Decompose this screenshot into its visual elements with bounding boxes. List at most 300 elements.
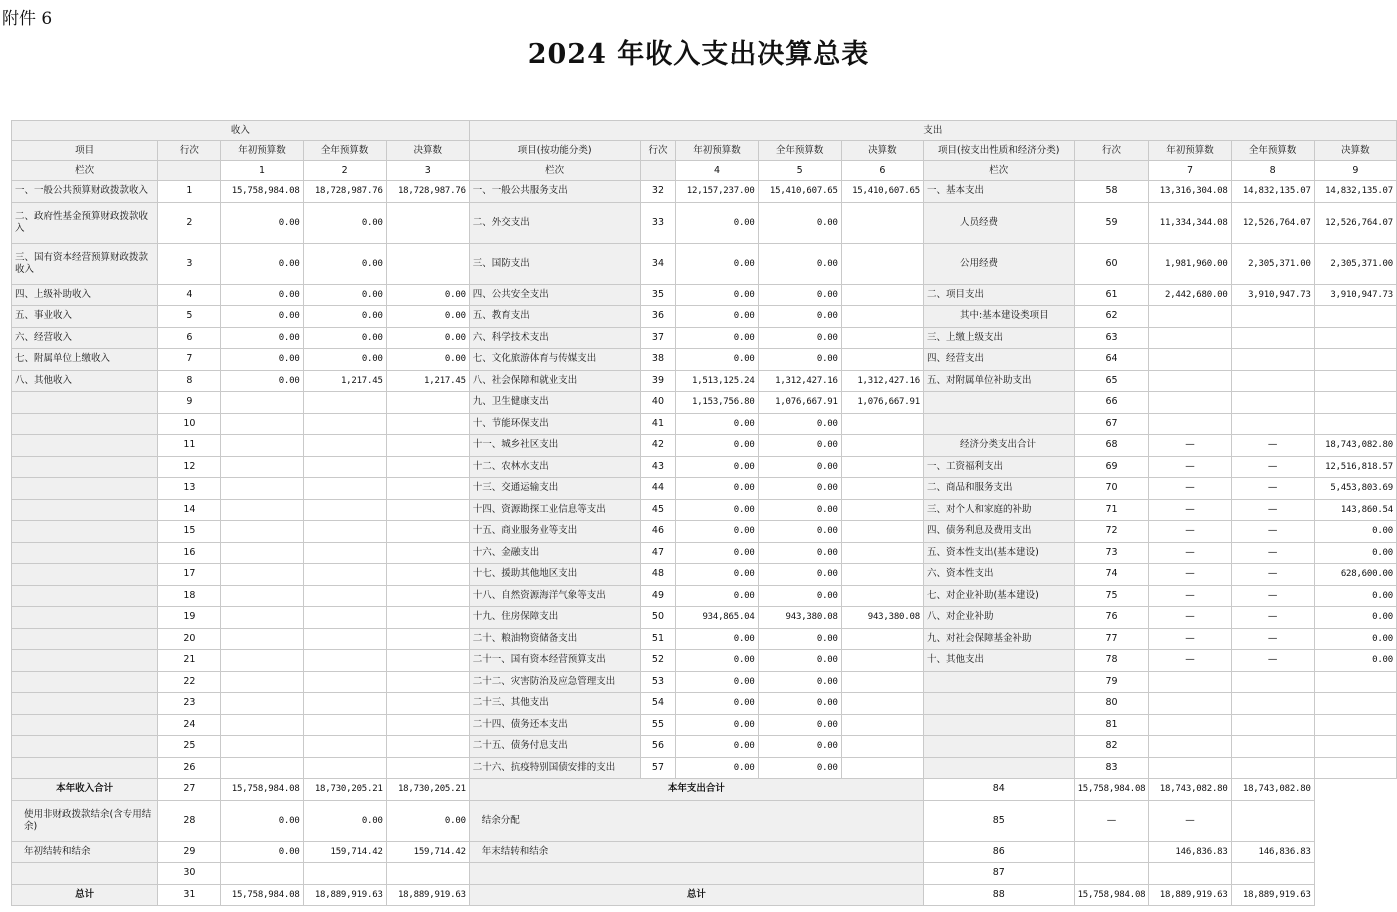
func-final bbox=[841, 757, 923, 779]
econ-initial bbox=[1149, 736, 1231, 758]
econ-full: — bbox=[1231, 521, 1314, 543]
econ-initial: — bbox=[1149, 499, 1231, 521]
column-number-cell bbox=[640, 161, 676, 181]
header-item: 项目 bbox=[12, 141, 158, 161]
econ-full: — bbox=[1231, 564, 1314, 586]
econ-item: 公用经费 bbox=[923, 243, 1074, 284]
func-final bbox=[841, 478, 923, 500]
func-item: 七、文化旅游体育与传媒支出 bbox=[469, 349, 640, 371]
func-initial: 0.00 bbox=[676, 499, 758, 521]
func-final bbox=[841, 306, 923, 328]
econ-row-no: 82 bbox=[1074, 736, 1149, 758]
total-row-no: 29 bbox=[158, 841, 221, 863]
income-row-no: 20 bbox=[158, 628, 221, 650]
column-number: 2 bbox=[303, 161, 386, 181]
econ-final: 2,305,371.00 bbox=[1314, 243, 1396, 284]
table-row bbox=[12, 349, 1397, 371]
econ-initial: — bbox=[1149, 478, 1231, 500]
header-full-budget: 全年预算数 bbox=[303, 141, 386, 161]
income-final bbox=[386, 714, 469, 736]
income-final bbox=[386, 757, 469, 779]
func-row-no: 53 bbox=[640, 671, 676, 693]
income-row-no: 13 bbox=[158, 478, 221, 500]
income-initial bbox=[221, 671, 303, 693]
econ-row-no: 81 bbox=[1074, 714, 1149, 736]
econ-initial: — bbox=[1149, 435, 1231, 457]
table-row bbox=[12, 714, 1397, 736]
total-value: 0.00 bbox=[221, 841, 303, 863]
econ-item: 四、经营支出 bbox=[923, 349, 1074, 371]
income-initial bbox=[221, 714, 303, 736]
income-initial: 0.00 bbox=[221, 370, 303, 392]
total-value: 0.00 bbox=[303, 800, 386, 841]
income-item: 六、经营收入 bbox=[12, 327, 158, 349]
func-row-no: 39 bbox=[640, 370, 676, 392]
func-row-no: 52 bbox=[640, 650, 676, 672]
table-row bbox=[12, 327, 1397, 349]
income-initial: 0.00 bbox=[221, 284, 303, 306]
income-full bbox=[303, 714, 386, 736]
header-initial-budget: 年初预算数 bbox=[221, 141, 303, 161]
income-item bbox=[12, 413, 158, 435]
econ-full: — bbox=[1231, 456, 1314, 478]
func-item: 六、科学技术支出 bbox=[469, 327, 640, 349]
econ-row-no: 83 bbox=[1074, 757, 1149, 779]
func-initial: 0.00 bbox=[676, 650, 758, 672]
func-full: 0.00 bbox=[758, 413, 841, 435]
column-label: 栏次 bbox=[12, 161, 158, 181]
column-number: 4 bbox=[676, 161, 758, 181]
econ-row-no: 73 bbox=[1074, 542, 1149, 564]
income-full bbox=[303, 392, 386, 414]
func-initial: 0.00 bbox=[676, 327, 758, 349]
func-item: 五、教育支出 bbox=[469, 306, 640, 328]
func-row-no: 55 bbox=[640, 714, 676, 736]
func-item: 一、一般公共服务支出 bbox=[469, 181, 640, 203]
income-item bbox=[12, 478, 158, 500]
total-value bbox=[303, 863, 386, 885]
func-full: 0.00 bbox=[758, 736, 841, 758]
func-full: 943,380.08 bbox=[758, 607, 841, 629]
income-initial bbox=[221, 392, 303, 414]
func-item: 二十四、债务还本支出 bbox=[469, 714, 640, 736]
func-final bbox=[841, 284, 923, 306]
func-full: 0.00 bbox=[758, 456, 841, 478]
total-value: 18,889,919.63 bbox=[1231, 884, 1314, 906]
total-value: 146,836.83 bbox=[1231, 841, 1314, 863]
func-item: 二、外交支出 bbox=[469, 202, 640, 243]
func-final bbox=[841, 693, 923, 715]
income-total-item: 使用非财政拨款结余(含专用结余) bbox=[12, 800, 158, 841]
func-row-no: 47 bbox=[640, 542, 676, 564]
econ-initial bbox=[1149, 392, 1231, 414]
table-row bbox=[12, 370, 1397, 392]
func-full: 0.00 bbox=[758, 435, 841, 457]
income-final bbox=[386, 671, 469, 693]
econ-initial: 2,442,680.00 bbox=[1149, 284, 1231, 306]
econ-item bbox=[923, 392, 1074, 414]
column-number-row bbox=[12, 161, 1397, 181]
total-value: 0.00 bbox=[221, 800, 303, 841]
income-initial bbox=[221, 693, 303, 715]
func-initial: 0.00 bbox=[676, 456, 758, 478]
func-item: 十五、商业服务业等支出 bbox=[469, 521, 640, 543]
econ-row-no: 79 bbox=[1074, 671, 1149, 693]
total-value: 18,743,082.80 bbox=[1231, 779, 1314, 801]
attachment-label: 附件 6 bbox=[2, 9, 53, 29]
econ-final: 0.00 bbox=[1314, 542, 1396, 564]
group-header-row bbox=[12, 121, 1397, 141]
func-full: 0.00 bbox=[758, 521, 841, 543]
income-row-no: 24 bbox=[158, 714, 221, 736]
table-row bbox=[12, 243, 1397, 284]
income-row-no: 8 bbox=[158, 370, 221, 392]
total-row bbox=[12, 779, 1397, 801]
econ-full: — bbox=[1231, 542, 1314, 564]
income-full: 0.00 bbox=[303, 202, 386, 243]
total-row bbox=[12, 884, 1397, 906]
column-number: 8 bbox=[1231, 161, 1314, 181]
header-economic-item: 项目(按支出性质和经济分类) bbox=[923, 141, 1074, 161]
total-row-no: 86 bbox=[923, 841, 1074, 863]
income-full: 0.00 bbox=[303, 243, 386, 284]
income-full bbox=[303, 693, 386, 715]
column-number-cell bbox=[1074, 161, 1149, 181]
func-item: 二十二、灾害防治及应急管理支出 bbox=[469, 671, 640, 693]
table-row bbox=[12, 521, 1397, 543]
func-final: 1,076,667.91 bbox=[841, 392, 923, 414]
income-initial bbox=[221, 435, 303, 457]
func-final bbox=[841, 564, 923, 586]
econ-final bbox=[1314, 736, 1396, 758]
func-row-no: 36 bbox=[640, 306, 676, 328]
func-item: 十四、资源勘探工业信息等支出 bbox=[469, 499, 640, 521]
income-total-item: 年初结转和结余 bbox=[12, 841, 158, 863]
income-item bbox=[12, 585, 158, 607]
expense-group-header: 支出 bbox=[469, 121, 1396, 141]
income-item: 五、事业收入 bbox=[12, 306, 158, 328]
econ-full: — bbox=[1231, 650, 1314, 672]
func-row-no: 48 bbox=[640, 564, 676, 586]
total-value: 18,889,919.63 bbox=[386, 884, 469, 906]
func-initial: 0.00 bbox=[676, 693, 758, 715]
total-value: 159,714.42 bbox=[303, 841, 386, 863]
econ-initial: — bbox=[1149, 628, 1231, 650]
income-item bbox=[12, 564, 158, 586]
func-item: 二十一、国有资本经营预算支出 bbox=[469, 650, 640, 672]
econ-item: 六、资本性支出 bbox=[923, 564, 1074, 586]
income-full bbox=[303, 607, 386, 629]
func-initial: 1,513,125.24 bbox=[676, 370, 758, 392]
func-initial: 0.00 bbox=[676, 714, 758, 736]
econ-row-no: 71 bbox=[1074, 499, 1149, 521]
income-final: 0.00 bbox=[386, 327, 469, 349]
income-item bbox=[12, 456, 158, 478]
func-item: 十、节能环保支出 bbox=[469, 413, 640, 435]
econ-final: 3,910,947.73 bbox=[1314, 284, 1396, 306]
total-value bbox=[1074, 841, 1149, 863]
total-value: 18,889,919.63 bbox=[1149, 884, 1231, 906]
header-full-budget: 全年预算数 bbox=[1231, 141, 1314, 161]
income-full bbox=[303, 456, 386, 478]
expense-total-item: 本年支出合计 bbox=[469, 779, 923, 801]
econ-initial: — bbox=[1149, 585, 1231, 607]
func-full: 0.00 bbox=[758, 478, 841, 500]
income-full bbox=[303, 499, 386, 521]
func-final bbox=[841, 714, 923, 736]
income-final bbox=[386, 736, 469, 758]
econ-item: 经济分类支出合计 bbox=[923, 435, 1074, 457]
econ-full bbox=[1231, 757, 1314, 779]
income-full: 0.00 bbox=[303, 306, 386, 328]
econ-full bbox=[1231, 370, 1314, 392]
column-number: 1 bbox=[221, 161, 303, 181]
func-row-no: 45 bbox=[640, 499, 676, 521]
income-row-no: 11 bbox=[158, 435, 221, 457]
income-final: 0.00 bbox=[386, 349, 469, 371]
func-item: 十一、城乡社区支出 bbox=[469, 435, 640, 457]
func-item: 二十三、其他支出 bbox=[469, 693, 640, 715]
total-value: 18,730,205.21 bbox=[303, 779, 386, 801]
income-full bbox=[303, 650, 386, 672]
budget-summary-table bbox=[11, 120, 1397, 906]
total-row bbox=[12, 863, 1397, 885]
column-number: 6 bbox=[841, 161, 923, 181]
econ-initial: 13,316,304.08 bbox=[1149, 181, 1231, 203]
income-full: 0.00 bbox=[303, 349, 386, 371]
func-final bbox=[841, 542, 923, 564]
econ-row-no: 58 bbox=[1074, 181, 1149, 203]
table-row bbox=[12, 757, 1397, 779]
func-final bbox=[841, 349, 923, 371]
econ-item: 二、商品和服务支出 bbox=[923, 478, 1074, 500]
income-initial: 0.00 bbox=[221, 202, 303, 243]
func-initial: 0.00 bbox=[676, 542, 758, 564]
func-item: 二十五、债务付息支出 bbox=[469, 736, 640, 758]
econ-row-no: 78 bbox=[1074, 650, 1149, 672]
income-row-no: 9 bbox=[158, 392, 221, 414]
income-final bbox=[386, 564, 469, 586]
func-full: 0.00 bbox=[758, 327, 841, 349]
econ-full bbox=[1231, 349, 1314, 371]
func-item: 十二、农林水支出 bbox=[469, 456, 640, 478]
econ-row-no: 75 bbox=[1074, 585, 1149, 607]
econ-final: 14,832,135.07 bbox=[1314, 181, 1396, 203]
func-full: 1,076,667.91 bbox=[758, 392, 841, 414]
column-label: 栏次 bbox=[469, 161, 640, 181]
func-full: 0.00 bbox=[758, 714, 841, 736]
income-full bbox=[303, 757, 386, 779]
income-final bbox=[386, 693, 469, 715]
func-item: 十三、交通运输支出 bbox=[469, 478, 640, 500]
header-row-no: 行次 bbox=[158, 141, 221, 161]
expense-total-item bbox=[469, 863, 923, 885]
econ-full bbox=[1231, 306, 1314, 328]
income-final bbox=[386, 413, 469, 435]
column-number-cell bbox=[158, 161, 221, 181]
table-row bbox=[12, 628, 1397, 650]
income-item: 八、其他收入 bbox=[12, 370, 158, 392]
income-item bbox=[12, 757, 158, 779]
func-final bbox=[841, 202, 923, 243]
income-final bbox=[386, 499, 469, 521]
econ-initial bbox=[1149, 693, 1231, 715]
func-row-no: 42 bbox=[640, 435, 676, 457]
econ-initial bbox=[1149, 757, 1231, 779]
econ-item: 二、项目支出 bbox=[923, 284, 1074, 306]
econ-initial: — bbox=[1149, 521, 1231, 543]
income-final: 1,217.45 bbox=[386, 370, 469, 392]
total-row-no: 31 bbox=[158, 884, 221, 906]
total-value: 18,730,205.21 bbox=[386, 779, 469, 801]
income-row-no: 25 bbox=[158, 736, 221, 758]
func-row-no: 43 bbox=[640, 456, 676, 478]
func-initial: 12,157,237.00 bbox=[676, 181, 758, 203]
income-final bbox=[386, 243, 469, 284]
func-row-no: 40 bbox=[640, 392, 676, 414]
header-final: 决算数 bbox=[841, 141, 923, 161]
econ-item: 九、对社会保障基金补助 bbox=[923, 628, 1074, 650]
income-item: 一、一般公共预算财政拨款收入 bbox=[12, 181, 158, 203]
income-row-no: 19 bbox=[158, 607, 221, 629]
func-initial: 1,153,756.80 bbox=[676, 392, 758, 414]
econ-full: 2,305,371.00 bbox=[1231, 243, 1314, 284]
income-final bbox=[386, 435, 469, 457]
table-row bbox=[12, 181, 1397, 203]
econ-final: 628,600.00 bbox=[1314, 564, 1396, 586]
econ-item bbox=[923, 736, 1074, 758]
econ-row-no: 67 bbox=[1074, 413, 1149, 435]
econ-row-no: 74 bbox=[1074, 564, 1149, 586]
income-final bbox=[386, 478, 469, 500]
income-item bbox=[12, 628, 158, 650]
expense-total-item: 结余分配 bbox=[469, 800, 923, 841]
table-row bbox=[12, 650, 1397, 672]
econ-initial bbox=[1149, 306, 1231, 328]
income-initial: 15,758,984.08 bbox=[221, 181, 303, 203]
total-value bbox=[221, 863, 303, 885]
income-row-no: 23 bbox=[158, 693, 221, 715]
func-row-no: 56 bbox=[640, 736, 676, 758]
income-full bbox=[303, 736, 386, 758]
econ-final bbox=[1314, 714, 1396, 736]
func-final: 943,380.08 bbox=[841, 607, 923, 629]
table-row bbox=[12, 413, 1397, 435]
econ-item: 五、对附属单位补助支出 bbox=[923, 370, 1074, 392]
econ-row-no: 66 bbox=[1074, 392, 1149, 414]
econ-full bbox=[1231, 392, 1314, 414]
func-row-no: 33 bbox=[640, 202, 676, 243]
func-full: 0.00 bbox=[758, 650, 841, 672]
func-row-no: 51 bbox=[640, 628, 676, 650]
total-value bbox=[1231, 800, 1314, 841]
total-row bbox=[12, 841, 1397, 863]
econ-item: 八、对企业补助 bbox=[923, 607, 1074, 629]
column-label: 栏次 bbox=[923, 161, 1074, 181]
header-initial-budget: 年初预算数 bbox=[1149, 141, 1231, 161]
func-row-no: 50 bbox=[640, 607, 676, 629]
income-item bbox=[12, 435, 158, 457]
income-item bbox=[12, 671, 158, 693]
func-row-no: 32 bbox=[640, 181, 676, 203]
econ-full bbox=[1231, 671, 1314, 693]
func-item: 九、卫生健康支出 bbox=[469, 392, 640, 414]
func-item: 十九、住房保障支出 bbox=[469, 607, 640, 629]
econ-item bbox=[923, 671, 1074, 693]
econ-final: 0.00 bbox=[1314, 585, 1396, 607]
income-full bbox=[303, 671, 386, 693]
income-row-no: 21 bbox=[158, 650, 221, 672]
econ-initial: — bbox=[1149, 650, 1231, 672]
econ-row-no: 63 bbox=[1074, 327, 1149, 349]
income-initial: 0.00 bbox=[221, 349, 303, 371]
econ-row-no: 68 bbox=[1074, 435, 1149, 457]
econ-row-no: 60 bbox=[1074, 243, 1149, 284]
income-final bbox=[386, 650, 469, 672]
econ-item: 其中:基本建设类项目 bbox=[923, 306, 1074, 328]
econ-item: 一、工资福利支出 bbox=[923, 456, 1074, 478]
income-row-no: 6 bbox=[158, 327, 221, 349]
income-initial: 0.00 bbox=[221, 243, 303, 284]
income-initial bbox=[221, 564, 303, 586]
func-initial: 0.00 bbox=[676, 349, 758, 371]
income-full: 0.00 bbox=[303, 284, 386, 306]
expense-total-item: 年末结转和结余 bbox=[469, 841, 923, 863]
table-row bbox=[12, 693, 1397, 715]
income-item: 七、附属单位上缴收入 bbox=[12, 349, 158, 371]
func-item: 三、国防支出 bbox=[469, 243, 640, 284]
income-total-item: 总计 bbox=[12, 884, 158, 906]
econ-item: 三、对个人和家庭的补助 bbox=[923, 499, 1074, 521]
econ-full: — bbox=[1231, 607, 1314, 629]
income-item: 四、上级补助收入 bbox=[12, 284, 158, 306]
total-value: 18,743,082.80 bbox=[1149, 779, 1231, 801]
func-row-no: 54 bbox=[640, 693, 676, 715]
header-final: 决算数 bbox=[1314, 141, 1396, 161]
income-initial bbox=[221, 478, 303, 500]
econ-initial bbox=[1149, 714, 1231, 736]
econ-row-no: 76 bbox=[1074, 607, 1149, 629]
econ-full: 3,910,947.73 bbox=[1231, 284, 1314, 306]
econ-row-no: 80 bbox=[1074, 693, 1149, 715]
table-row bbox=[12, 607, 1397, 629]
econ-final: 143,860.54 bbox=[1314, 499, 1396, 521]
table-row bbox=[12, 202, 1397, 243]
econ-full: 14,832,135.07 bbox=[1231, 181, 1314, 203]
func-initial: 0.00 bbox=[676, 736, 758, 758]
func-item: 四、公共安全支出 bbox=[469, 284, 640, 306]
econ-initial bbox=[1149, 327, 1231, 349]
income-row-no: 14 bbox=[158, 499, 221, 521]
column-number: 5 bbox=[758, 161, 841, 181]
income-initial bbox=[221, 628, 303, 650]
income-row-no: 15 bbox=[158, 521, 221, 543]
func-initial: 0.00 bbox=[676, 628, 758, 650]
table-row bbox=[12, 392, 1397, 414]
econ-final bbox=[1314, 757, 1396, 779]
econ-initial bbox=[1149, 671, 1231, 693]
income-row-no: 17 bbox=[158, 564, 221, 586]
econ-full: — bbox=[1231, 478, 1314, 500]
income-row-no: 4 bbox=[158, 284, 221, 306]
econ-initial: 11,334,344.08 bbox=[1149, 202, 1231, 243]
income-initial bbox=[221, 607, 303, 629]
func-full: 0.00 bbox=[758, 628, 841, 650]
func-full: 0.00 bbox=[758, 693, 841, 715]
func-final bbox=[841, 499, 923, 521]
func-initial: 0.00 bbox=[676, 435, 758, 457]
income-row-no: 22 bbox=[158, 671, 221, 693]
